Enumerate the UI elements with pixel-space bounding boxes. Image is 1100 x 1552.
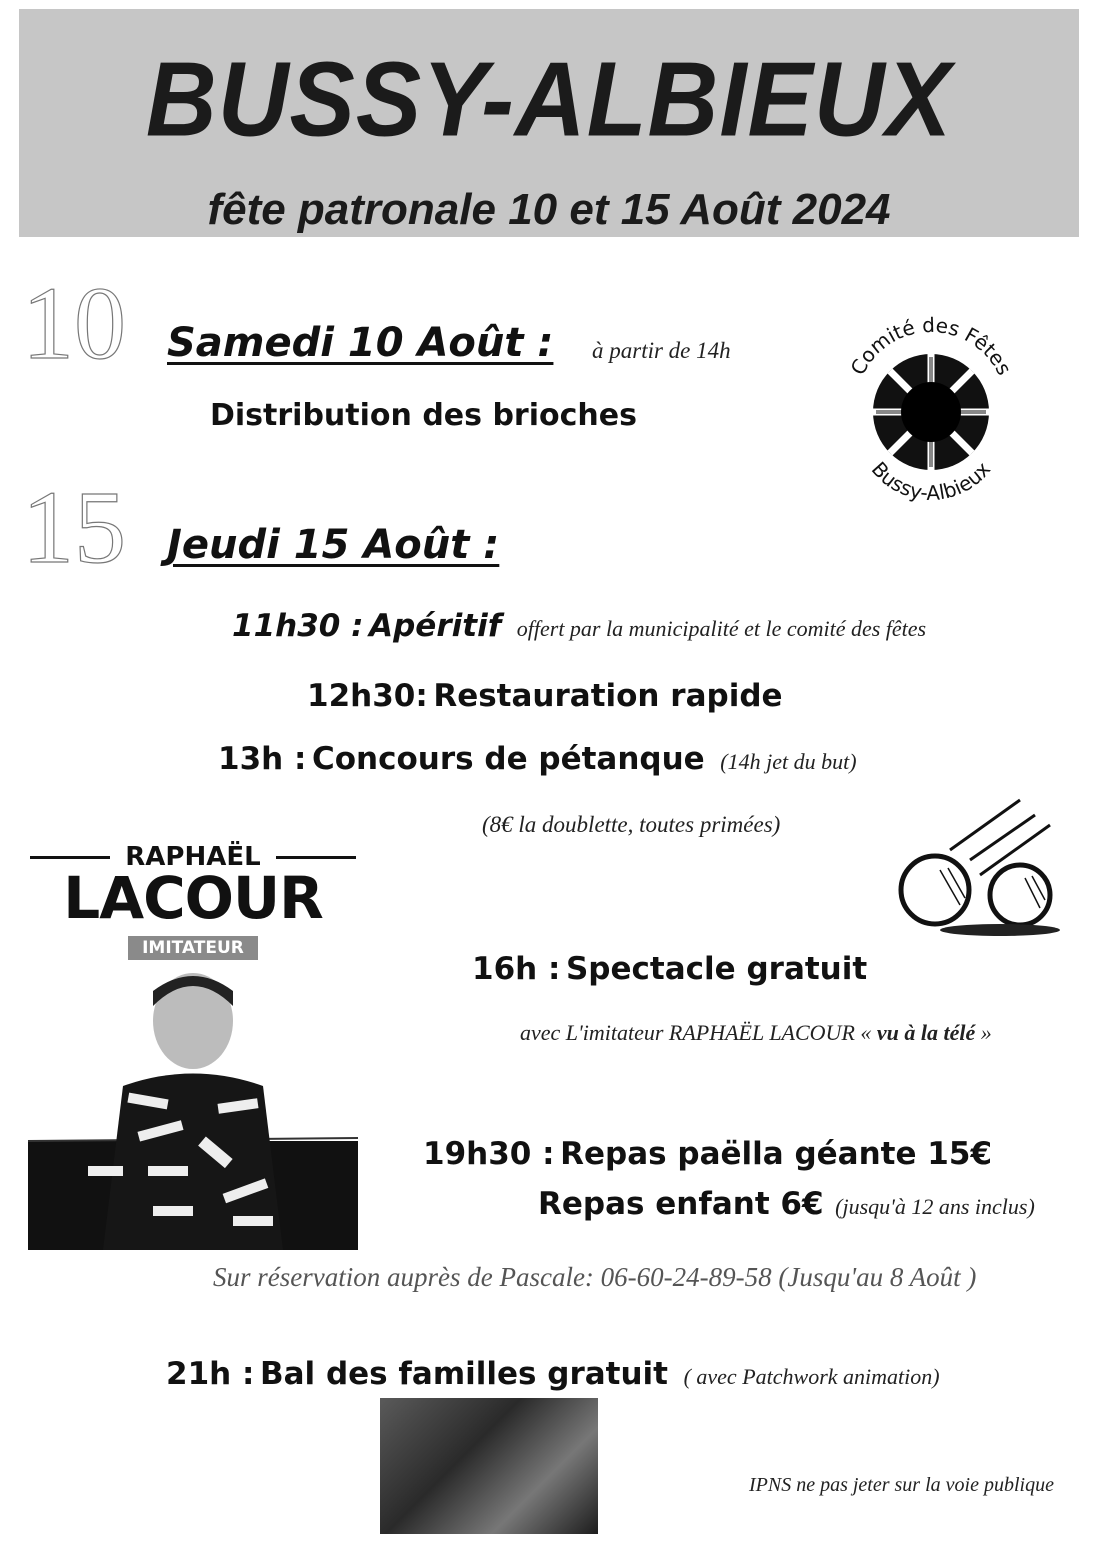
reservation-info: Sur réservation auprès de Pascale: 06-60-24-89-58 (Jusqu'au 8 Août ) (213, 1262, 977, 1292)
event-label: Bal des familles gratuit (259, 1356, 668, 1392)
big-number-10: 10 (22, 266, 126, 381)
page-title: BUSSY-ALBIEUX (145, 39, 953, 159)
event-bal (166, 1356, 940, 1392)
event-label: Concours de pétanque (311, 741, 705, 777)
day1-note: à partir de 14h (592, 338, 731, 363)
event-label: Spectacle gratuit (565, 951, 868, 987)
petanque-balls-icon (880, 790, 1070, 940)
event-restauration (307, 678, 783, 714)
event-note: ( avec Patchwork animation) (683, 1364, 940, 1389)
performer-poster (28, 838, 358, 1250)
event-time: 13h : (218, 741, 307, 777)
event-paella (423, 1136, 992, 1172)
spectacle-note-text: avec L'imitateur RAPHAËL LACOUR « (520, 1020, 877, 1045)
event-spectacle (472, 951, 867, 987)
svg-text:Comité des Fêtes: Comité des Fêtes (845, 312, 1017, 379)
event-time: 16h : (472, 951, 561, 987)
svg-text:Bussy-Albieux: Bussy-Albieux (866, 456, 996, 505)
event-time: 21h : (166, 1356, 255, 1392)
performer-photo (28, 966, 358, 1250)
event-repas-enfant (538, 1186, 1035, 1222)
event-aperitif (232, 608, 926, 644)
page-subtitle: fête patronale 10 et 15 Août 2024 (207, 185, 891, 234)
title-banner (19, 9, 1079, 237)
logo-emblem-icon (836, 312, 1026, 512)
event-brioches: Distribution des brioches (210, 398, 637, 433)
event-label: Restauration rapide (433, 678, 783, 714)
spectacle-note (520, 1020, 992, 1046)
performer-last-name: LACOUR (63, 864, 323, 932)
event-time: 12h30: (307, 678, 428, 714)
event-note: offert par la municipalité et le comité des fêtes (516, 616, 927, 641)
spectacle-note-close: » (975, 1020, 992, 1045)
event-label: Repas enfant 6€ (538, 1186, 824, 1222)
day1-title: Samedi 10 Août : (167, 320, 554, 366)
day2-title: Jeudi 15 Août : (167, 522, 500, 568)
big-number-15: 15 (22, 470, 126, 585)
event-time: 11h30 : (232, 608, 364, 644)
event-note: (14h jet du but) (720, 749, 857, 774)
event-petanque (218, 741, 857, 777)
performer-tag: IMITATEUR (128, 936, 258, 960)
performer-first-name: RAPHAËL (125, 842, 261, 872)
event-note: (jusqu'à 12 ans inclus) (835, 1194, 1035, 1219)
event-time: 19h30 : (423, 1136, 555, 1172)
event-label: Apéritif (369, 608, 502, 644)
ipns-footer: IPNS ne pas jeter sur la voie publique (749, 1474, 1054, 1496)
spectacle-note-emphasis: vu à la télé (876, 1020, 976, 1045)
event-label: Repas paëlla géante 15€ (560, 1136, 993, 1172)
comite-des-fetes-logo (836, 312, 1026, 512)
band-photo (380, 1398, 598, 1534)
petanque-price-note: (8€ la doublette, toutes primées) (482, 812, 781, 837)
